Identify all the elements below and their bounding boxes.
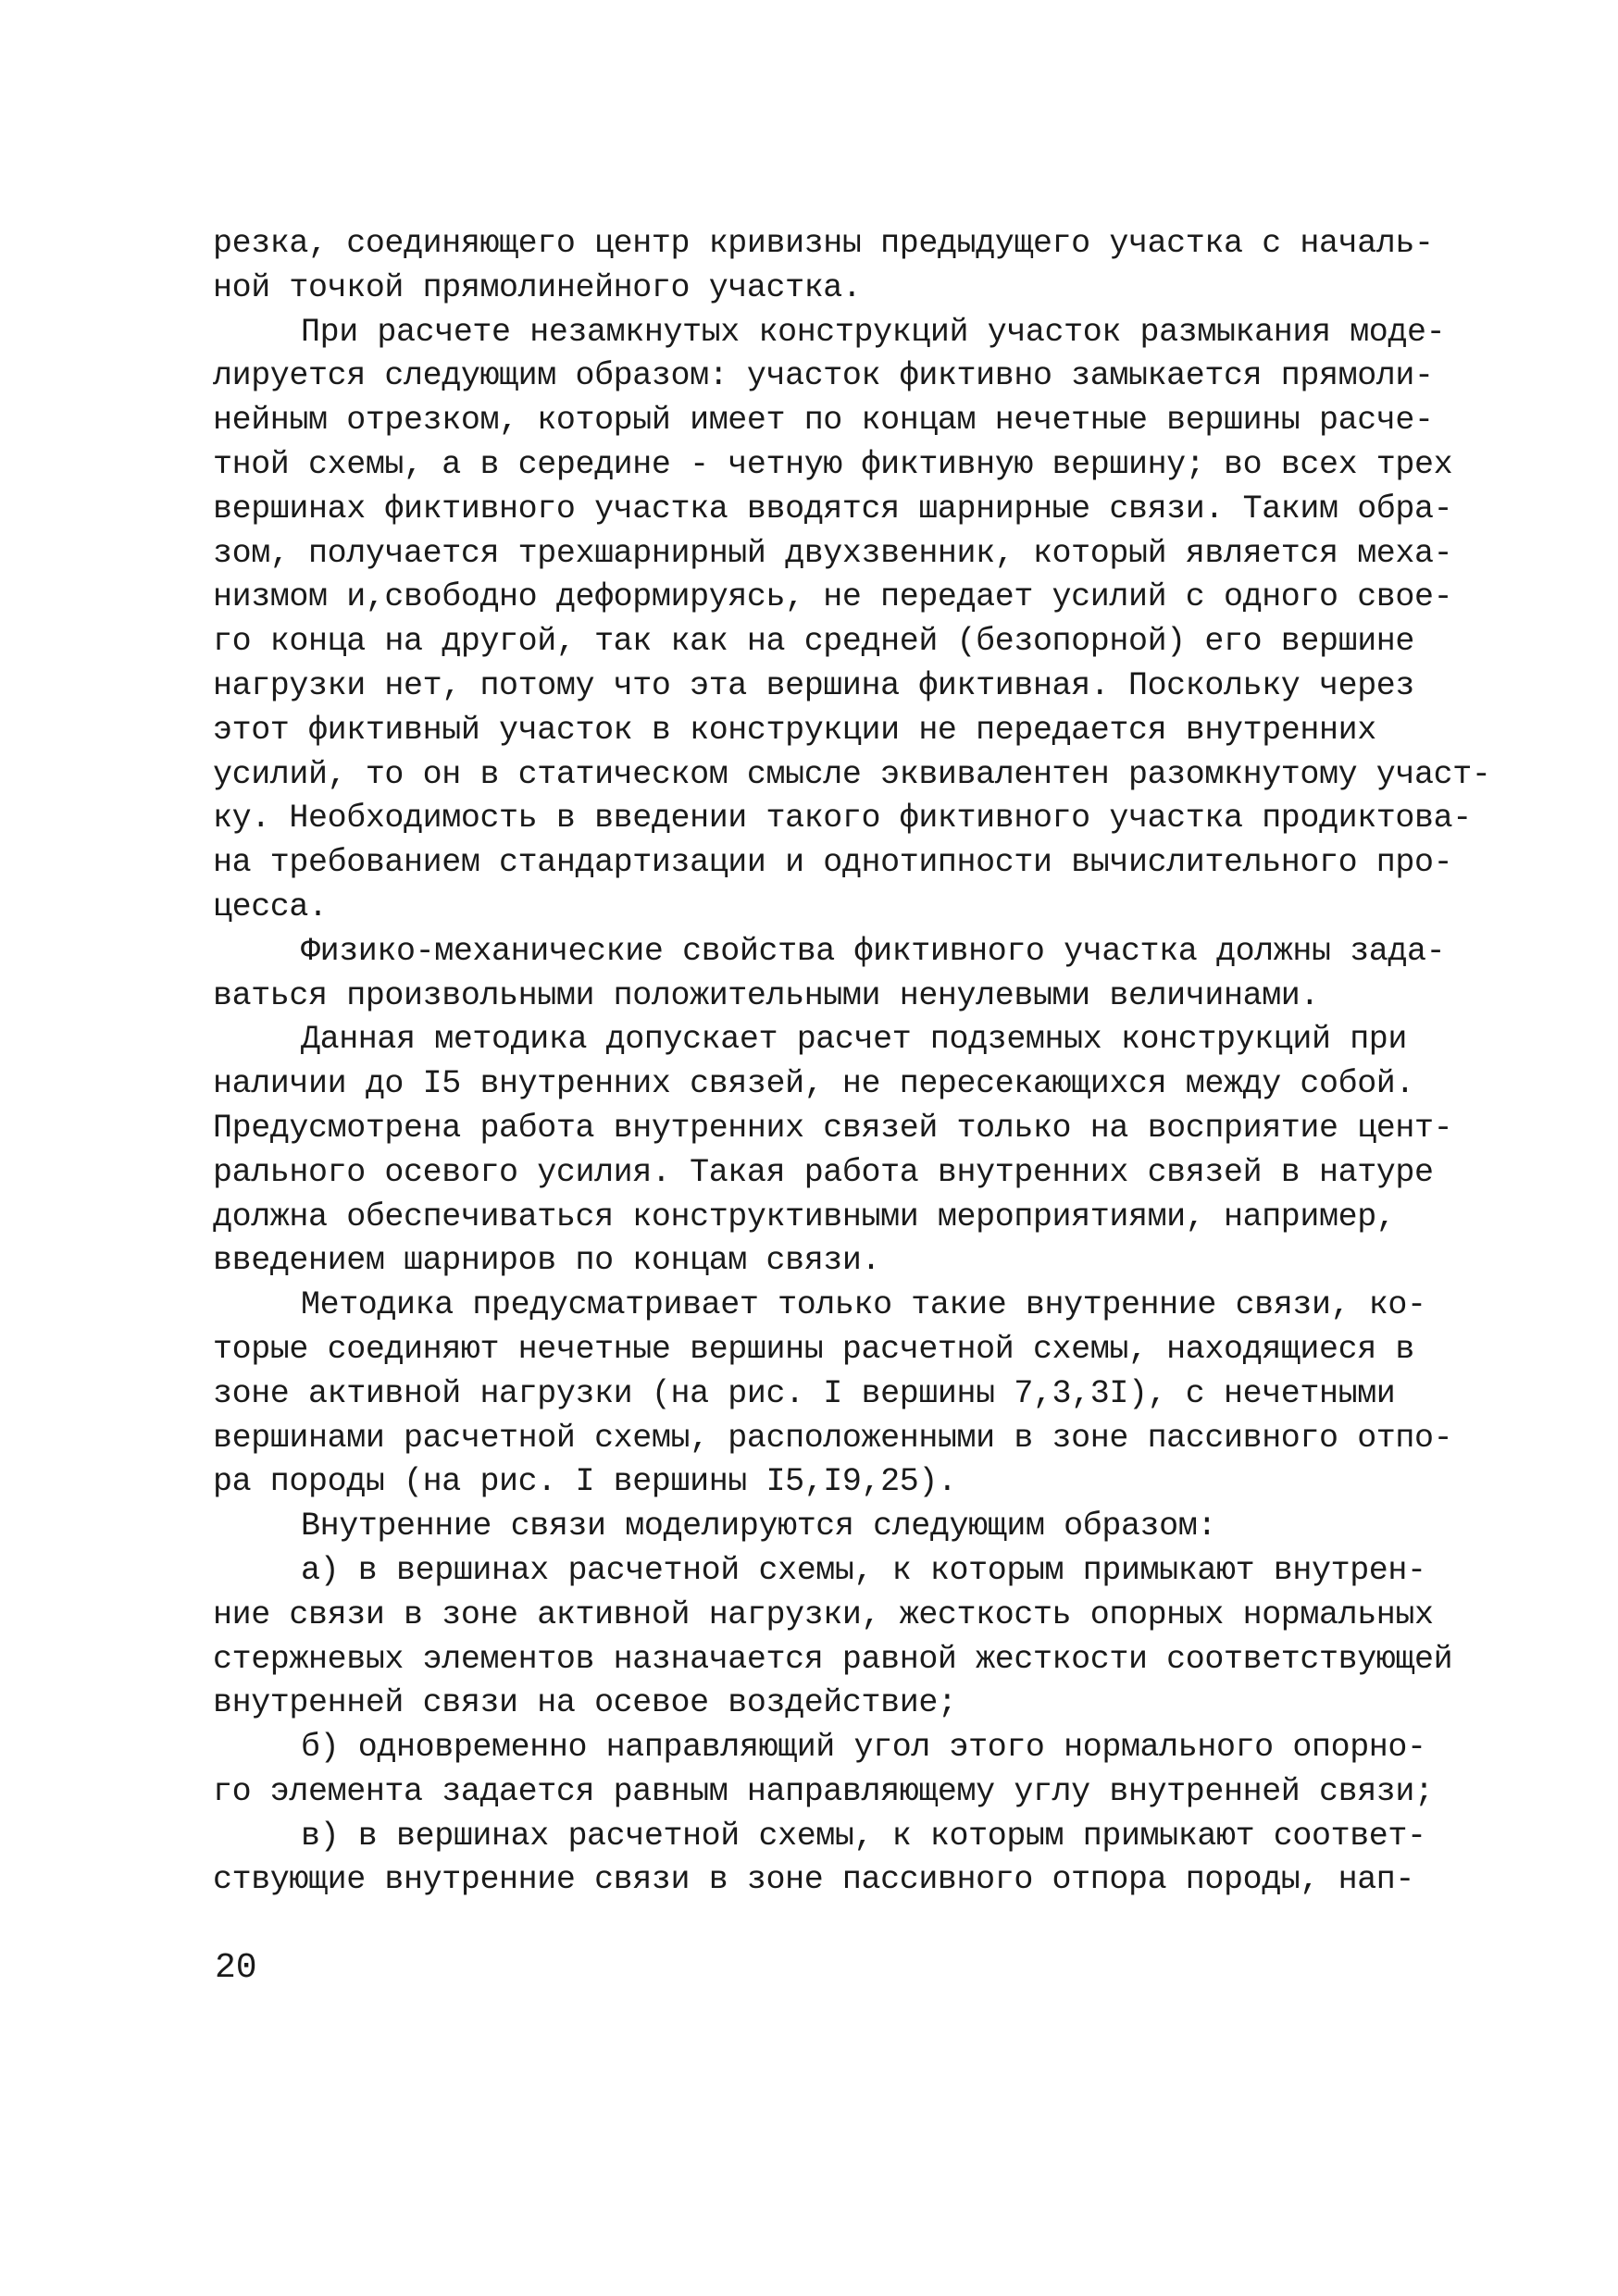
text-line: нейным отрезком, который имеет по концам нечетные вершины расче- <box>213 402 1434 440</box>
text-line: Предусмотрена работа внутренних связей только на восприятие цент- <box>213 1109 1453 1147</box>
text-line: го конца на другой, так как на средней (безопорной) его вершине <box>213 623 1415 661</box>
text-line: ку. Необходимость в введении такого фиктивного участка продиктова- <box>213 800 1472 838</box>
text-line: цесса. <box>213 887 328 925</box>
text-line: нагрузки нет, потому что эта вершина фиктивная. Поскольку через <box>213 666 1415 704</box>
text-line: торые соединяют нечетные вершины расчетной схемы, находящиеся в <box>213 1330 1415 1368</box>
text-line: ной точкой прямолинейного участка. <box>213 268 862 306</box>
text-line: низмом и,свободно деформируясь, не передает усилий с одного свое- <box>213 578 1453 616</box>
text-line: зоне активной нагрузки (на рис. I вершины 7,3,3I), с нечетными <box>213 1374 1396 1412</box>
text-line: введением шарниров по концам связи. <box>213 1242 881 1280</box>
text-line: вершинами расчетной схемы, расположенными в зоне пассивного отпо- <box>213 1419 1453 1457</box>
text-line: зом, получается трехшарнирный двухзвенник, который является меха- <box>213 534 1453 572</box>
text-line: тной схемы, а в середине - четную фиктивную вершину; во всех трех <box>213 445 1453 483</box>
paragraph-start: Внутренние связи моделируются следующим образом: <box>301 1508 1216 1545</box>
paragraph-start: При расчете незамкнутых конструкций участок размыкания моде- <box>301 313 1446 351</box>
list-item-b: б) одновременно направляющий угол этого нормального опорно- <box>301 1729 1426 1767</box>
text-line: ствующие внутренние связи в зоне пассивного отпора породы, нап- <box>213 1861 1415 1899</box>
text-line: лируется следующим образом: участок фиктивно замыкается прямоли- <box>213 357 1434 395</box>
text-line: стержневых элементов назначается равной жесткости соответствующей <box>213 1640 1453 1678</box>
paragraph-start: Данная методика допускает расчет подземных конструкций при <box>301 1021 1407 1059</box>
text-line: внутренней связи на осевое воздействие; <box>213 1684 957 1722</box>
text-line: ра породы (на рис. I вершины I5,I9,25). <box>213 1463 957 1501</box>
paragraph-start: Методика предусматривает только такие внутренние связи, ко- <box>301 1286 1426 1324</box>
text-line: го элемента задается равным направляющему углу внутренней связи; <box>213 1772 1434 1810</box>
text-line: ваться произвольными положительными ненулевыми величинами. <box>213 976 1319 1014</box>
list-item-c: в) в вершинах расчетной схемы, к которым примыкают соответ- <box>301 1817 1426 1855</box>
text-line: этот фиктивный участок в конструкции не передается внутренних <box>213 711 1376 749</box>
text-line: должна обеспечиваться конструктивными мероприятиями, например, <box>213 1198 1396 1235</box>
text-line: рального осевого усилия. Такая работа внутренних связей в натуре <box>213 1153 1434 1191</box>
text-line: наличии до I5 внутренних связей, не пересекающихся между собой. <box>213 1065 1415 1103</box>
text-line: усилий, то он в статическом смысле эквивалентен разомкнутому участ- <box>213 755 1491 793</box>
page-body <box>213 222 1491 1903</box>
text-line: на требованием стандартизации и однотипности вычислительного про- <box>213 844 1453 882</box>
text-line: ние связи в зоне активной нагрузки, жесткость опорных нормальных <box>213 1595 1434 1633</box>
paragraph-start: Физико-механические свойства фиктивного участка должны зада- <box>301 932 1446 970</box>
list-item-a: а) в вершинах расчетной схемы, к которым примыкают внутрен- <box>301 1551 1426 1589</box>
page-number: 20 <box>215 1948 257 1988</box>
text-line: вершинах фиктивного участка вводятся шарнирные связи. Таким обра- <box>213 490 1453 527</box>
text-line: резка, соединяющего центр кривизны предыдущего участка с началь- <box>213 225 1434 262</box>
